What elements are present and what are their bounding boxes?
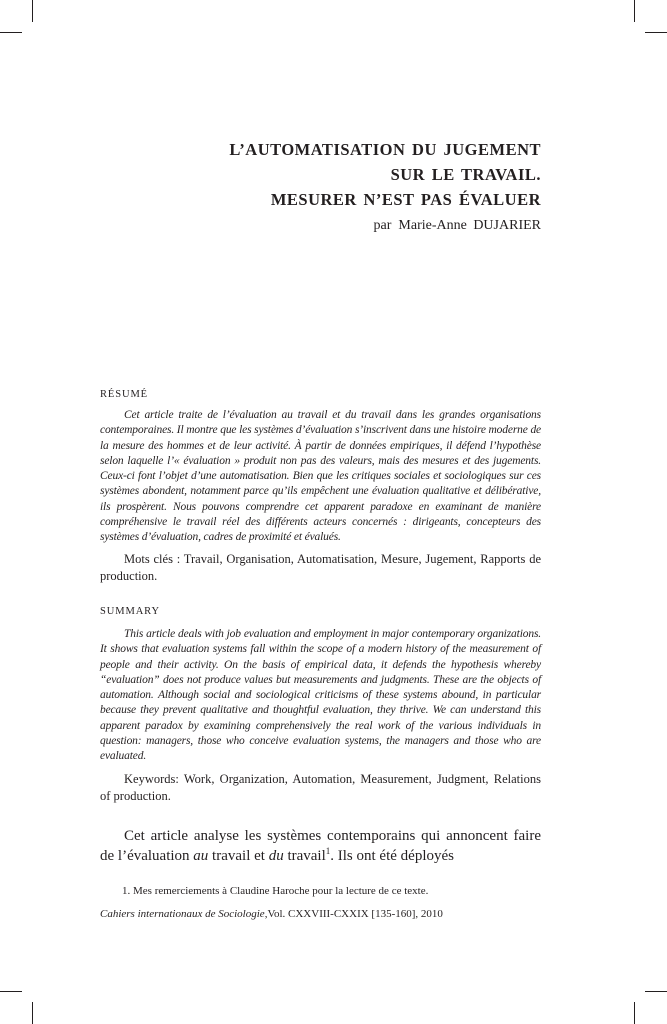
article-title-line-3: MESURER N’EST PAS ÉVALUER <box>270 190 541 209</box>
article-title-line-1: L’AUTOMATISATION DU JUGEMENT <box>229 140 541 159</box>
body-text-segment: . Ils ont été déployés <box>330 848 454 864</box>
crop-mark-bottom-left-horizontal <box>0 991 22 992</box>
byline <box>100 215 541 237</box>
crop-mark-top-right-vertical <box>634 0 635 22</box>
resume-text: Cet article traite de l’évaluation au travail et du travail dans les grandes organisations contemporaines. Il montre que les systèmes d’évaluation s’inscrivent dans une histoire moderne de la mesure des hommes et de leur activité. À partir de données empiriques, il défend l’hypothèse selon laquelle l’« évaluation » produit non pas des valeurs, mais des mesures et des jugements. Ceux-ci font l’objet d’une automatisation. Bien que les critiques sociales et sociologiques sur ces systèmes abondent, notamment parce qu’ils empêchent une évaluation qualitative et délibérative, ils prospèrent. Nous pouvons comprendre cet apparent paradoxe en examinant de manière compréhensive le travail réel des différents acteurs concernés : dirigeants, concepteurs des systèmes d’évaluation, cadres de proximité et évalués. <box>100 409 541 544</box>
footnote-reference: 1 <box>325 846 331 856</box>
summary-heading: SUMMARY <box>100 606 160 617</box>
crop-mark-bottom-right-vertical <box>634 1002 635 1024</box>
crop-mark-bottom-right-horizontal <box>645 991 667 992</box>
article-title-line-2: SUR LE TRAVAIL. <box>390 165 541 184</box>
resume-keywords: Mots clés : Travail, Organisation, Automatisation, Mesure, Jugement, Rapports de production. <box>100 552 541 583</box>
body-emphasis-au: au <box>193 848 209 864</box>
body-text-segment: travail et <box>208 848 269 864</box>
journal-name: Cahiers internationaux de Sociologie <box>100 908 265 920</box>
body-text-segment: Cet article analyse les systèmes contemporains qui annoncent faire de l’évaluation <box>100 828 541 864</box>
summary-text: This article deals with job evaluation and employment in major contemporary organizations. It shows that evaluation systems fall within the scope of a modern history of the measurement of people and their activity. On the basis of empirical data, it defends the hypothesis whereby “evaluation” does not produce values but measurements and judgments. These are the objects of automation. Although social and sociological criticisms of these systems abound, in particular because they prevent qualitative and thoughtful evaluation, they thrive. We can understand this apparent paradox by examining comprehensively the real work of the various individuals in question: managers, those who conceive evaluation systems, the managers and those who are evaluated. <box>100 628 541 763</box>
byline-prefix: par <box>373 218 392 233</box>
journal-details: ,Vol. CXXVIII-CXXIX [135-160], 2010 <box>264 908 443 920</box>
crop-mark-bottom-left-vertical <box>32 1002 33 1024</box>
summary-keywords: Keywords: Work, Organization, Automation, Measurement, Judgment, Relations of production. <box>100 772 541 803</box>
body-paragraph <box>100 826 541 866</box>
footnote: 1. Mes remerciements à Claudine Haroche pour la lecture de ce texte. <box>122 885 429 897</box>
crop-mark-top-left-horizontal <box>0 32 22 33</box>
resume-heading: RÉSUMÉ <box>100 389 148 400</box>
journal-citation <box>100 907 541 921</box>
crop-mark-top-left-vertical <box>32 0 33 22</box>
author-name: Marie-Anne DUJARIER <box>398 218 541 233</box>
body-text-segment: travail <box>283 848 326 864</box>
article-header <box>100 137 541 237</box>
body-emphasis-du: du <box>268 848 284 864</box>
crop-mark-top-right-horizontal <box>645 32 667 33</box>
